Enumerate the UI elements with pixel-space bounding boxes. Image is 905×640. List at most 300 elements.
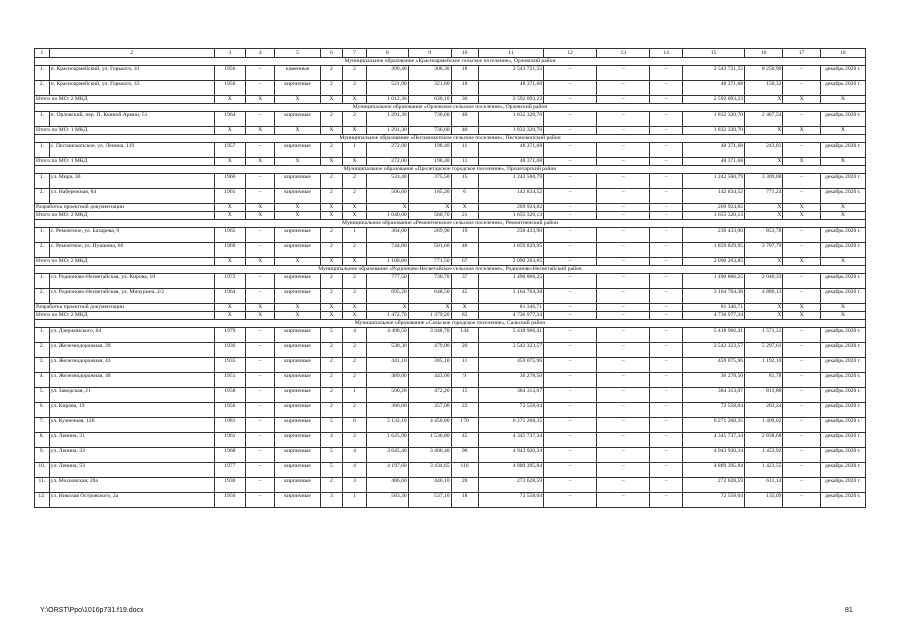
building-data-cell: 1 453,92 [745, 448, 783, 463]
building-data-cell: 1 [343, 388, 367, 403]
building-data-cell: – [544, 388, 597, 403]
subtotal-cell: X [820, 158, 865, 166]
building-data-cell: кирпичные [275, 373, 320, 388]
building-data-cell: – [650, 143, 683, 158]
column-number-cell: 6 [320, 49, 343, 58]
subtotal-cell: – [544, 212, 597, 220]
building-data-cell: – [650, 493, 683, 508]
municipality-section-title: Муниципальное образование «Сальское городское поселение», Сальский район [35, 320, 866, 328]
building-data-cell: 9 [451, 373, 478, 388]
building-row [35, 143, 866, 158]
subtotal-cell: X [820, 258, 865, 266]
building-data-cell: 90 [451, 448, 478, 463]
subtotal-cell: 82 [451, 312, 478, 320]
building-data-cell: 6 [343, 418, 367, 433]
building-data-cell: – [783, 463, 820, 478]
building-data-cell: 2 [343, 243, 367, 258]
building-data-cell: 198,40 [408, 143, 451, 158]
building-data-cell: кирпичные [275, 418, 320, 433]
building-data-cell: 72 558,04 [478, 403, 543, 418]
subtotal-cell: 630,10 [408, 96, 451, 104]
building-data-cell: – [246, 189, 275, 204]
building-row [35, 403, 866, 418]
building-data-cell: 4 498,50 [366, 328, 408, 343]
building-data-cell: 357,00 [408, 403, 451, 418]
building-data-cell: – [544, 373, 597, 388]
apartment-buildings-table [34, 48, 866, 508]
building-data-cell: 1. [35, 143, 50, 158]
building-data-cell: 142 834,52 [683, 189, 745, 204]
building-address-cell: ул. Мира, 30 [49, 174, 214, 189]
subtotal-cell: 48 371,68 [478, 158, 543, 166]
building-data-cell: 1 832 320,70 [683, 112, 745, 127]
building-data-cell: 1. [35, 274, 50, 289]
building-data-cell: 375,50 [408, 174, 451, 189]
building-data-cell: 2 [320, 66, 343, 81]
subtotal-cell: 1 012,30 [366, 96, 408, 104]
subtotal-cell: – [597, 158, 650, 166]
building-data-cell: 2. [35, 81, 50, 96]
building-data-cell: 4 943 920,34 [478, 448, 543, 463]
building-data-cell: – [597, 243, 650, 258]
building-data-cell: 813,88 [745, 388, 783, 403]
building-data-cell: 2. [35, 189, 50, 204]
municipality-section-row [35, 220, 866, 228]
building-data-cell: 5 132,10 [366, 418, 408, 433]
building-data-cell: 272 628,59 [683, 478, 745, 493]
building-data-cell: кирпичные [275, 493, 320, 508]
building-data-cell: – [246, 493, 275, 508]
subtotal-cell: – [597, 204, 650, 212]
building-data-cell: – [783, 358, 820, 373]
subtotal-cell: – [650, 204, 683, 212]
building-data-cell: 1 832 320,70 [478, 112, 543, 127]
building-data-cell: 1961 [214, 189, 246, 204]
subtotal-cell: X [745, 304, 783, 312]
building-data-cell: декабрь 2020 г. [820, 463, 865, 478]
column-number-cell: 1 [35, 49, 50, 58]
building-address-cell: ул. Ленина, 31 [49, 433, 214, 448]
building-data-cell: – [597, 343, 650, 358]
building-data-cell: 230 433,90 [478, 228, 543, 243]
building-data-cell: декабрь 2020 г. [820, 289, 865, 304]
building-data-cell: 4 [343, 463, 367, 478]
building-data-cell: 364,00 [366, 228, 408, 243]
building-data-cell: 583,30 [366, 493, 408, 508]
building-data-cell: – [783, 403, 820, 418]
building-address-cell: сл. Родионово-Несветайская, ул. Кирова, 10 [49, 274, 214, 289]
building-data-cell: 144 [451, 328, 478, 343]
building-data-cell: 386,60 [366, 403, 408, 418]
building-data-cell: 243,81 [745, 143, 783, 158]
building-data-cell: 538,30 [366, 343, 408, 358]
subtotal-label: Итого по МО: 2 МКД [35, 96, 215, 104]
subtotal-cell: 2 592 093,23 [478, 96, 543, 104]
building-data-cell: 5 [320, 448, 343, 463]
building-data-cell: 45 [451, 289, 478, 304]
building-data-cell: 2 [343, 81, 367, 96]
building-data-cell: – [783, 328, 820, 343]
building-data-cell: – [544, 289, 597, 304]
subtotal-cell: X [745, 204, 783, 212]
subtotal-cell: – [650, 127, 683, 135]
building-data-cell: – [783, 189, 820, 204]
building-data-cell: 3. [35, 358, 50, 373]
building-data-cell: 2 [320, 189, 343, 204]
subtotal-cell: 272,00 [366, 158, 408, 166]
subtotal-cell: 1 832 320,70 [683, 127, 745, 135]
building-data-cell: 20 [451, 343, 478, 358]
column-number-cell: 13 [597, 49, 650, 58]
subtotal-row [35, 96, 866, 104]
subtotal-cell: 81 346,71 [478, 304, 543, 312]
building-address-cell: ул. Кирова, 19 [49, 403, 214, 418]
building-data-cell: – [650, 358, 683, 373]
building-address-cell: ул. Заводская, 21 [49, 388, 214, 403]
building-data-cell: 1 [343, 228, 367, 243]
building-data-cell: 1 [343, 493, 367, 508]
building-data-cell: – [597, 418, 650, 433]
subtotal-cell: 269 924,82 [478, 204, 543, 212]
building-data-cell: 48 [451, 243, 478, 258]
building-data-cell: 1. [35, 174, 50, 189]
building-data-cell: – [544, 228, 597, 243]
building-data-cell: 1956 [214, 403, 246, 418]
subtotal-cell: X [214, 312, 246, 320]
building-data-cell: 48 371,68 [478, 81, 543, 96]
building-data-cell: 4 345 737,34 [478, 433, 543, 448]
building-data-cell: 1957 [214, 143, 246, 158]
building-row [35, 189, 866, 204]
building-data-cell: – [597, 81, 650, 96]
building-data-cell: 4 880,13 [745, 289, 783, 304]
building-data-cell: 5 418 966,41 [683, 328, 745, 343]
subtotal-cell: X [745, 312, 783, 320]
building-data-cell: 170 [451, 418, 478, 433]
building-data-cell: 4 197,60 [366, 463, 408, 478]
subtotal-cell: X [275, 212, 320, 220]
building-data-cell: декабрь 2020 г. [820, 448, 865, 463]
building-data-cell: – [544, 189, 597, 204]
building-data-cell: 2 [343, 343, 367, 358]
building-data-cell: 1951 [214, 373, 246, 388]
building-data-cell: 48 371,68 [683, 143, 745, 158]
building-data-cell: 45 [451, 433, 478, 448]
building-data-cell: 2 [320, 143, 343, 158]
subtotal-cell: X [343, 212, 367, 220]
building-data-cell: 3 707,79 [745, 243, 783, 258]
building-row [35, 243, 866, 258]
building-data-cell: – [246, 463, 275, 478]
subtotal-cell: X [820, 304, 865, 312]
building-data-cell: 3 400,40 [408, 448, 451, 463]
building-data-cell: 12. [35, 493, 50, 508]
subtotal-cell: 4 736 977,34 [683, 312, 745, 320]
building-data-cell: – [650, 66, 683, 81]
building-data-cell: 4 450,80 [408, 418, 451, 433]
building-data-cell: кирпичные [275, 328, 320, 343]
subtotal-cell: 11 [451, 158, 478, 166]
subtotal-cell: 560,70 [408, 212, 451, 220]
building-data-cell: 1 490 866,25 [683, 274, 745, 289]
building-data-cell: 384 313,07 [683, 388, 745, 403]
building-data-cell: 385,10 [408, 358, 451, 373]
building-data-cell: 10. [35, 463, 50, 478]
subtotal-cell: – [544, 158, 597, 166]
building-data-cell: 230 433,90 [683, 228, 745, 243]
building-data-cell: 1969 [214, 243, 246, 258]
building-data-cell: 72 558,04 [683, 493, 745, 508]
subtotal-cell: X [783, 204, 820, 212]
building-data-cell: – [597, 493, 650, 508]
building-data-cell: 272 628,59 [478, 478, 543, 493]
building-data-cell: – [544, 418, 597, 433]
subtotal-row [35, 204, 866, 212]
building-data-cell: 1 [343, 143, 367, 158]
subtotal-cell: – [544, 304, 597, 312]
building-data-cell: – [650, 189, 683, 204]
building-address-cell: с. Ремонтное, ул. Бахарева, 9 [49, 228, 214, 243]
register-table-sheet [34, 48, 866, 508]
building-data-cell: – [783, 112, 820, 127]
subtotal-cell: – [650, 158, 683, 166]
building-data-cell: 744,80 [366, 243, 408, 258]
building-address-cell: ул. Железнодорожная, 43 [49, 358, 214, 373]
building-data-cell: 2 [320, 358, 343, 373]
subtotal-cell: X [246, 258, 275, 266]
building-data-cell: 20 [451, 478, 478, 493]
building-data-cell: 490,40 [366, 66, 408, 81]
subtotal-cell: X [343, 312, 367, 320]
building-data-cell: 135,09 [745, 493, 783, 508]
building-address-cell: ул. Ленина, 33 [49, 448, 214, 463]
subtotal-cell: X [783, 258, 820, 266]
building-data-cell: 2 [343, 112, 367, 127]
building-data-cell: – [544, 66, 597, 81]
building-data-cell: 11 [451, 358, 478, 373]
column-number-cell: 5 [275, 49, 320, 58]
column-number-cell: 12 [544, 49, 597, 58]
subtotal-cell: 1 379,20 [408, 312, 451, 320]
building-data-cell: 2 [320, 228, 343, 243]
building-data-cell: 18 [451, 81, 478, 96]
building-data-cell: – [597, 478, 650, 493]
municipality-section-row [35, 266, 866, 274]
building-data-cell: – [246, 433, 275, 448]
building-address-cell: ул. Ленина, 53 [49, 463, 214, 478]
building-data-cell: – [597, 174, 650, 189]
building-data-cell: 479,00 [408, 343, 451, 358]
building-data-cell: 36 278,50 [683, 373, 745, 388]
building-data-cell: – [597, 112, 650, 127]
building-data-cell: – [246, 403, 275, 418]
building-data-cell: – [246, 81, 275, 96]
subtotal-cell: 21 [451, 212, 478, 220]
building-data-cell: – [783, 243, 820, 258]
building-data-cell: – [783, 373, 820, 388]
building-data-cell: – [597, 463, 650, 478]
building-data-cell: 5 418 966,41 [478, 328, 543, 343]
building-data-cell: – [597, 143, 650, 158]
subtotal-cell: X [366, 204, 408, 212]
building-data-cell: 3 164 764,38 [683, 289, 745, 304]
building-data-cell: 771,24 [745, 189, 783, 204]
subtotal-cell: X [246, 304, 275, 312]
building-address-cell: ул. Дзержинского, 64 [49, 328, 214, 343]
building-data-cell: кирпичные [275, 189, 320, 204]
subtotal-cell: X [343, 304, 367, 312]
subtotal-cell: X [451, 304, 478, 312]
building-data-cell: кирпичные [275, 343, 320, 358]
building-data-cell: – [650, 388, 683, 403]
building-data-cell: – [544, 328, 597, 343]
subtotal-cell: 81 346,71 [683, 304, 745, 312]
building-data-cell: декабрь 2020 г. [820, 373, 865, 388]
building-data-cell: 11 [451, 143, 478, 158]
building-data-cell: – [246, 228, 275, 243]
building-data-cell: – [650, 448, 683, 463]
building-data-cell: 2 487,54 [745, 112, 783, 127]
building-data-cell: декабрь 2020 г. [820, 274, 865, 289]
building-data-cell: 2 542 323,57 [478, 343, 543, 358]
building-data-cell: 1956 [214, 66, 246, 81]
building-data-cell: 37 [451, 274, 478, 289]
building-data-cell: – [544, 403, 597, 418]
building-data-cell: – [783, 418, 820, 433]
building-data-cell: – [783, 274, 820, 289]
building-data-cell: 15 [451, 388, 478, 403]
building-data-cell: 36 278,50 [478, 373, 543, 388]
column-number-row [35, 49, 866, 58]
subtotal-cell: 1 108,80 [366, 258, 408, 266]
building-data-cell: 459 075,96 [478, 358, 543, 373]
building-data-cell: – [246, 243, 275, 258]
building-data-cell: 446,10 [408, 478, 451, 493]
subtotal-row [35, 127, 866, 135]
building-data-cell: 1956 [214, 493, 246, 508]
building-data-cell: 8 250,90 [745, 66, 783, 81]
subtotal-cell: X [820, 204, 865, 212]
building-row [35, 448, 866, 463]
building-data-cell: кирпичные [275, 358, 320, 373]
building-data-cell: 2 [320, 274, 343, 289]
subtotal-cell: 48 371,68 [683, 158, 745, 166]
building-data-cell: 777,50 [366, 274, 408, 289]
subtotal-cell: X [214, 96, 246, 104]
building-data-cell: – [544, 243, 597, 258]
building-data-cell: 321,80 [408, 81, 451, 96]
subtotal-cell: X [320, 304, 343, 312]
building-data-cell: – [544, 478, 597, 493]
building-data-cell: 5. [35, 388, 50, 403]
subtotal-label: Итого по МО: 1 МКД [35, 127, 215, 135]
subtotal-cell: X [783, 304, 820, 312]
building-data-cell: кирпичные [275, 174, 320, 189]
subtotal-cell: X [320, 204, 343, 212]
subtotal-cell: X [745, 212, 783, 220]
building-data-cell: 2 [320, 243, 343, 258]
subtotal-cell: X [783, 96, 820, 104]
subtotal-label: Разработка проектной документации [35, 304, 215, 312]
page-number: 81 [845, 607, 853, 614]
building-data-cell: 1. [35, 66, 50, 81]
building-data-cell: 1 242 560,79 [683, 174, 745, 189]
building-data-cell: – [544, 493, 597, 508]
building-data-cell: – [246, 343, 275, 358]
building-data-cell: – [246, 289, 275, 304]
subtotal-cell: – [650, 304, 683, 312]
subtotal-cell: – [650, 212, 683, 220]
building-data-cell: 1 859 829,95 [683, 243, 745, 258]
column-number-cell: 17 [783, 49, 820, 58]
subtotal-cell: X [343, 158, 367, 166]
building-data-cell: декабрь 2020 г. [820, 189, 865, 204]
building-data-cell: 1961 [214, 433, 246, 448]
subtotal-cell: – [597, 304, 650, 312]
building-address-cell: ул. Набережная, 84 [49, 189, 214, 204]
building-data-cell: 1. [35, 328, 50, 343]
building-data-cell: – [783, 478, 820, 493]
subtotal-cell: X [820, 212, 865, 220]
column-number-cell: 3 [214, 49, 246, 58]
building-data-cell: 7. [35, 418, 50, 433]
subtotal-cell: – [544, 312, 597, 320]
building-data-cell: – [650, 112, 683, 127]
building-data-cell: декабрь 2020 г. [820, 403, 865, 418]
subtotal-cell: 1 832 320,70 [478, 127, 543, 135]
building-data-cell: – [246, 66, 275, 81]
building-data-cell: 4. [35, 373, 50, 388]
building-data-cell: 736,60 [408, 112, 451, 127]
building-data-cell: – [783, 343, 820, 358]
building-data-cell: 441,10 [366, 358, 408, 373]
building-data-cell: – [783, 143, 820, 158]
building-data-cell: каменные [275, 66, 320, 81]
subtotal-cell: X [320, 158, 343, 166]
subtotal-cell: X [214, 158, 246, 166]
subtotal-row [35, 212, 866, 220]
building-data-cell: 730,70 [408, 274, 451, 289]
building-data-cell: кирпичные [275, 433, 320, 448]
subtotal-cell: X [320, 96, 343, 104]
building-data-cell: – [650, 289, 683, 304]
building-data-cell: 4 889 395,84 [478, 463, 543, 478]
subtotal-cell: 1 040,00 [366, 212, 408, 220]
municipality-section-row [35, 104, 866, 112]
building-data-cell: – [783, 174, 820, 189]
building-row [35, 112, 866, 127]
subtotal-cell: 736,60 [408, 127, 451, 135]
subtotal-row [35, 304, 866, 312]
subtotal-cell: – [597, 212, 650, 220]
building-data-cell: 185,20 [408, 189, 451, 204]
municipality-section-row [35, 320, 866, 328]
building-data-cell: – [597, 403, 650, 418]
subtotal-cell: X [246, 212, 275, 220]
building-data-cell: кирпичные [275, 228, 320, 243]
building-data-cell: кирпичные [275, 463, 320, 478]
subtotal-cell: – [544, 204, 597, 212]
building-data-cell: – [544, 81, 597, 96]
building-row [35, 433, 866, 448]
building-data-cell: 3 645,40 [366, 448, 408, 463]
building-row [35, 274, 866, 289]
column-number-cell: 14 [650, 49, 683, 58]
building-data-cell: 506,60 [366, 189, 408, 204]
building-data-cell: 1 291,30 [366, 112, 408, 127]
subtotal-cell: X [745, 258, 783, 266]
building-row [35, 174, 866, 189]
